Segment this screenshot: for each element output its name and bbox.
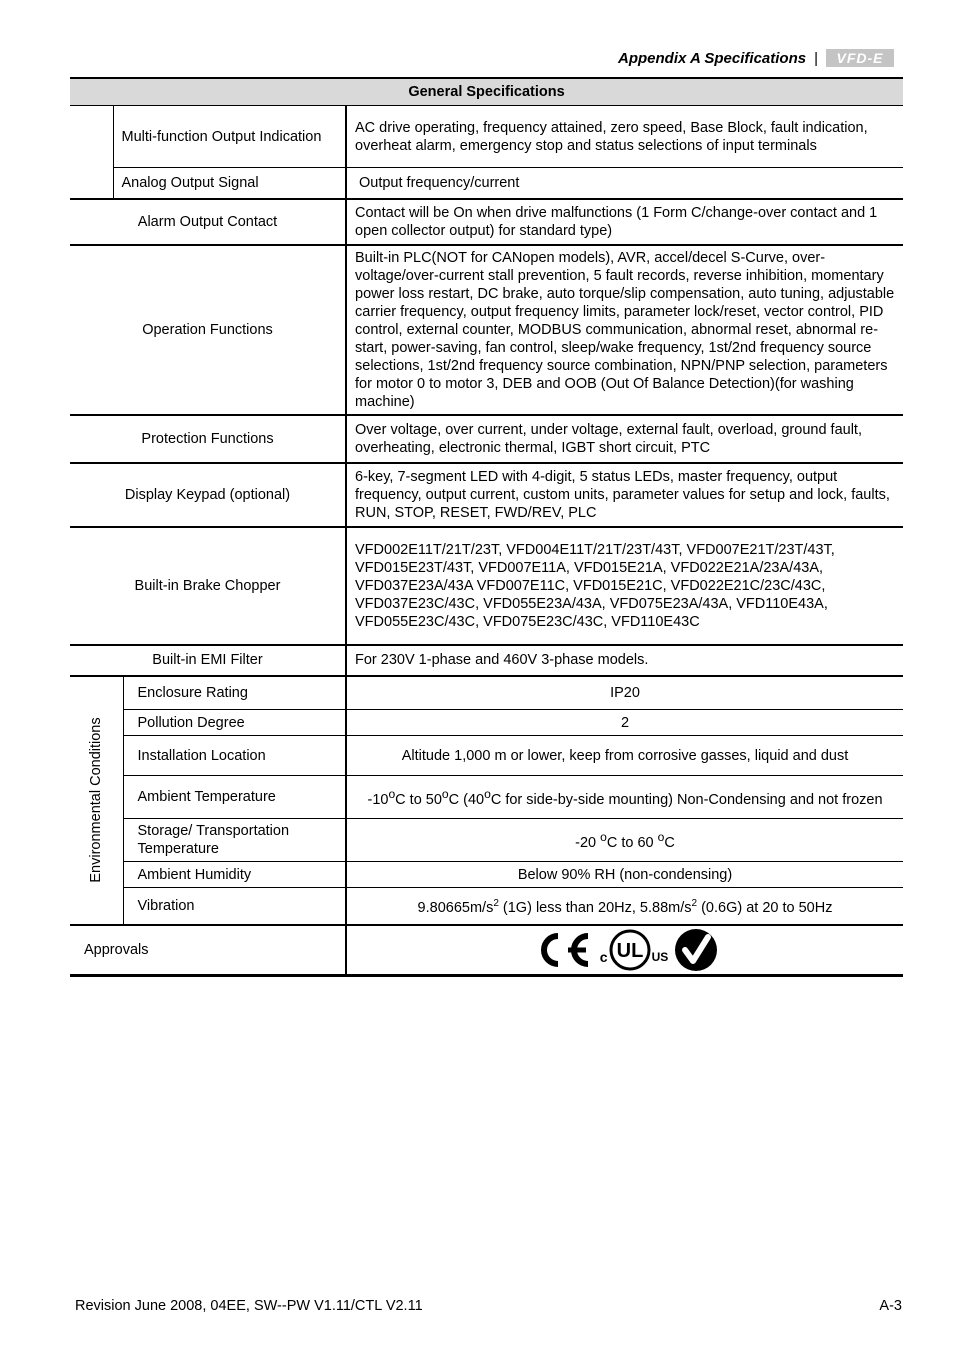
row-label: Installation Location xyxy=(123,736,346,776)
general-specifications-table xyxy=(70,77,903,977)
table-row xyxy=(70,819,903,862)
row-label: Multi-function Output Indication xyxy=(113,106,346,168)
row-value xyxy=(346,888,903,925)
row-label: Ambient Humidity xyxy=(123,862,346,888)
table-row xyxy=(70,106,903,168)
approvals-marks xyxy=(346,925,903,976)
table-row xyxy=(70,463,903,527)
degree-mark: o xyxy=(441,787,449,802)
table-row xyxy=(70,168,903,199)
page-number: A-3 xyxy=(879,1298,902,1314)
table-row xyxy=(70,736,903,776)
output-group-cell xyxy=(70,106,113,168)
table-row xyxy=(70,676,903,710)
temp-text: C xyxy=(664,834,675,851)
table-row xyxy=(70,245,903,415)
row-label: Protection Functions xyxy=(70,415,346,463)
temp-text: -20 xyxy=(575,834,601,851)
row-label: Built-in EMI Filter xyxy=(70,645,346,676)
table-row xyxy=(70,415,903,463)
row-label: Enclosure Rating xyxy=(123,676,346,710)
table-row xyxy=(70,776,903,819)
row-value: Built-in PLC(NOT for CANopen models), AVR, accel/decel S-Curve, over-voltage/over-current stall prevention, 5 fault records, reverse inhibition, momentary power loss restart, DC brake, auto torque/slip compensation, auto tuning, adjustable carrier frequency, output frequency limits, parameter lock/reset, vector control, PID control, external counter, MODBUS communication, abnormal reset, abnormal re-start, power-saving, fan control, sleep/wake frequency, 1st/2nd frequency source selections, 1st/2nd frequency source combination, NPN/PNP selection, parameters for motor 0 to motor 3, DEB and OOB (Out Of Balance Detection)(for washing machine) xyxy=(346,245,903,415)
row-value xyxy=(346,776,903,819)
row-value: Altitude 1,000 m or lower, keep from corrosive gasses, liquid and dust xyxy=(346,736,903,776)
degree-mark: o xyxy=(600,830,607,845)
row-label: Display Keypad (optional) xyxy=(70,463,346,527)
row-label: Built-in Brake Chopper xyxy=(70,527,346,645)
page-header xyxy=(618,47,894,69)
svg-text:UL: UL xyxy=(616,939,643,962)
vibration-text: (0.6G) at 20 to 50Hz xyxy=(697,899,833,916)
row-label: Storage/ Transportation Temperature xyxy=(123,819,346,862)
row-value: 2 xyxy=(346,710,903,736)
row-value: AC drive operating, frequency attained, zero speed, Base Block, fault indication, overheat alarm, emergency stop and status selections of input terminals xyxy=(346,106,903,168)
environmental-conditions-cell xyxy=(70,676,123,925)
row-value: Below 90% RH (non-condensing) xyxy=(346,862,903,888)
row-label: Alarm Output Contact xyxy=(70,199,346,245)
degree-mark: o xyxy=(657,830,665,845)
row-value: Over voltage, over current, under voltage, external fault, overload, ground fault, overheating, electronic thermal, IGBT short circuit, PTC xyxy=(346,415,903,463)
row-label: Ambient Temperature xyxy=(123,776,346,819)
temp-text: C to 60 xyxy=(606,834,658,851)
row-label: Operation Functions xyxy=(70,245,346,415)
row-value: VFD002E11T/21T/23T, VFD004E11T/21T/23T/43T, VFD007E21T/23T/43T, VFD015E23T/43T, VFD007E11A, VFD015E21A, VFD022E21A/23A/43A, VFD037E23A/43A VFD007E11C, VFD015E21C, VFD022E21C/23C/43C, VFD037E23C/43C, VFD055E23A/43A, VFD075E23A/43A, VFD110E43A, VFD055E23C/43C, VFD075E23C/43C, VFD110E43C xyxy=(346,527,903,645)
cul-us-text: US xyxy=(651,949,669,964)
header-separator: | xyxy=(814,49,818,67)
row-label: Analog Output Signal xyxy=(113,168,346,199)
table-row xyxy=(70,710,903,736)
row-value: Contact will be On when drive malfunctions (1 Form C/change-over contact and 1 open collector output) for standard type) xyxy=(346,199,903,245)
row-label: Pollution Degree xyxy=(123,710,346,736)
vibration-text: 9.80665m/s xyxy=(417,899,494,916)
cul-us-mark-icon xyxy=(600,928,668,972)
section-title: Appendix A Specifications xyxy=(618,49,807,67)
row-value: For 230V 1-phase and 460V 3-phase models. xyxy=(346,645,903,676)
temp-text: -10 xyxy=(367,791,389,808)
table-row xyxy=(70,888,903,925)
row-label: Approvals xyxy=(70,925,346,976)
vfd-e-logo: VFD-E xyxy=(826,49,894,67)
temp-text: C for side-by-side mounting) Non-Condensing and not frozen xyxy=(490,791,883,808)
degree-mark: o xyxy=(484,787,491,802)
temp-text: C to 50 xyxy=(395,791,442,808)
environmental-conditions-label: Environmental Conditions xyxy=(88,717,105,883)
exponent: 2 xyxy=(493,897,499,909)
row-value xyxy=(346,819,903,862)
table-title: General Specifications xyxy=(70,78,903,106)
table-row xyxy=(70,199,903,245)
ce-mark-icon xyxy=(532,930,594,970)
table-row xyxy=(70,925,903,976)
page-footer xyxy=(75,1298,902,1314)
row-label: Vibration xyxy=(123,888,346,925)
vibration-text: (1G) less than 20Hz, 5.88m/s xyxy=(498,899,692,916)
table-title-row xyxy=(70,78,903,106)
temp-text: C (40 xyxy=(448,791,485,808)
row-value xyxy=(346,168,903,199)
table-row xyxy=(70,527,903,645)
row-value-text: Output frequency/current xyxy=(359,174,520,191)
row-value: IP20 xyxy=(346,676,903,710)
cul-c-text: c xyxy=(599,948,608,965)
output-group-cell-end xyxy=(70,168,113,199)
degree-mark: o xyxy=(388,787,396,802)
table-row xyxy=(70,862,903,888)
table-row xyxy=(70,645,903,676)
c-tick-mark-icon xyxy=(674,928,718,972)
exponent: 2 xyxy=(691,897,698,909)
revision-text: Revision June 2008, 04EE, SW--PW V1.11/CTL V2.11 xyxy=(75,1298,423,1314)
row-value: 6-key, 7-segment LED with 4-digit, 5 status LEDs, master frequency, output frequency, output current, custom units, parameter values for setup and lock, faults, RUN, STOP, RESET, FWD/REV, PLC xyxy=(346,463,903,527)
